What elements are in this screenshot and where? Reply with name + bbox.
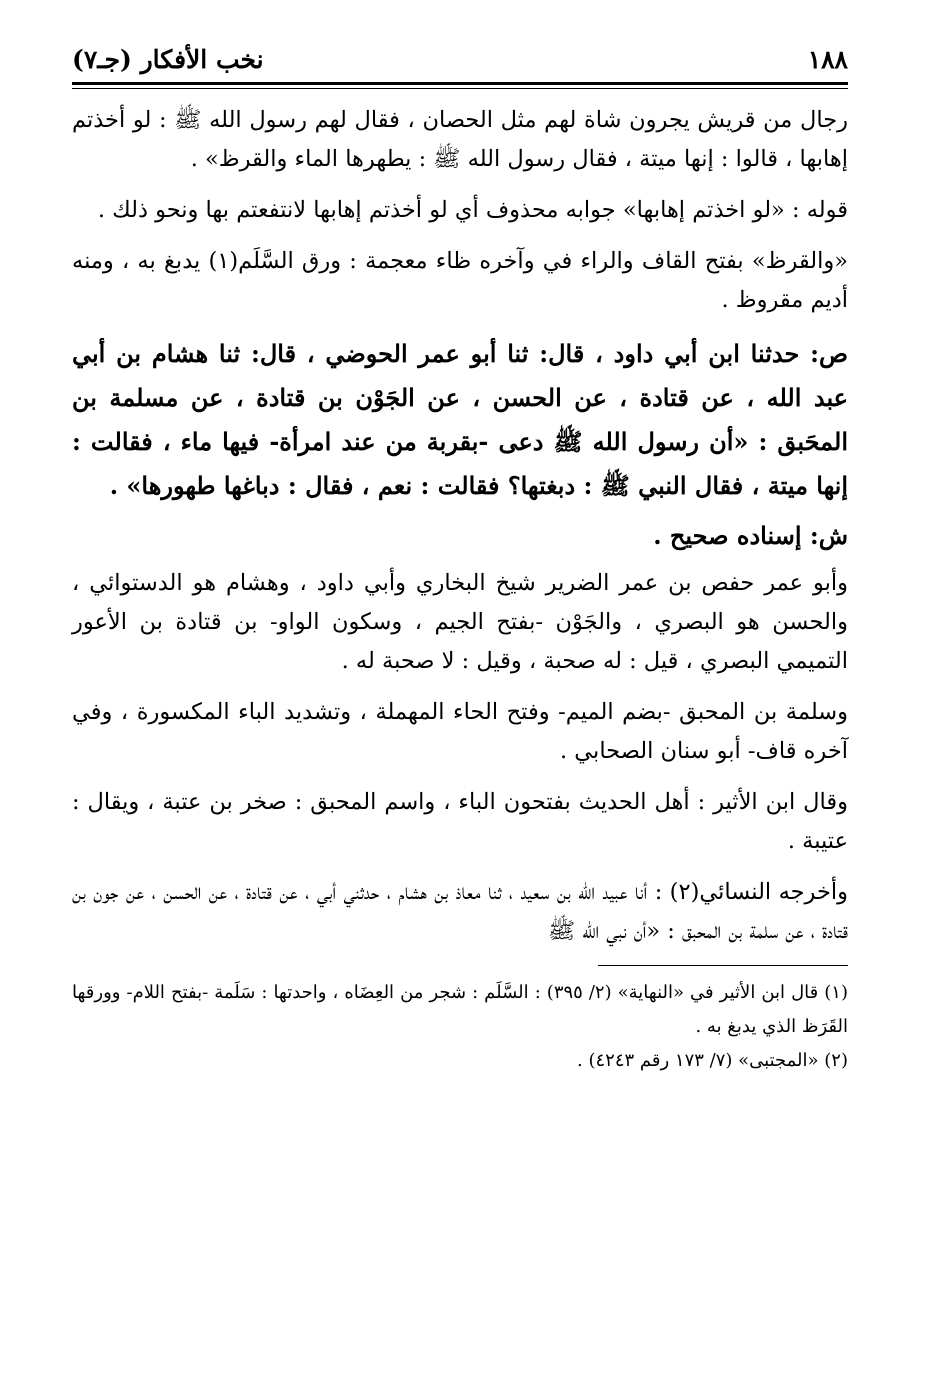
header-rule [72, 82, 848, 85]
paragraph: وأخرجه النسائي(٢) : أنا عبيد الله بن سعيد ، ثنا معاذ بن هشام ، حدثني أبي ، عن قتادة ، عن الحسن ، عن جون بن قتادة ، عن سلمة بن المحبق : «أن نبي الله ﷺ [72, 879, 848, 944]
paragraph: وسلمة بن المحبق -بضم الميم- وفتح الحاء المهملة ، وتشديد الباء المكسورة ، وفي آخره قاف- أبو سنان الصحابي . [72, 699, 848, 764]
commentary-heading: ش: إسناده صحيح . [653, 521, 848, 550]
footnote: (٢) «المجتبى» (٧/ ١٧٣ رقم ٤٢٤٣) . [577, 1050, 848, 1071]
page-header [72, 38, 848, 80]
paragraph: رجال من قريش يجرون شاة لهم مثل الحصان ، فقال لهم رسول الله ﷺ : لو أخذتم إهابها ، قالوا : إنها ميتة ، فقال رسول الله ﷺ : يطهرها الماء والقرظ» . [72, 107, 848, 172]
hadith-text: ص: حدثنا ابن أبي داود ، قال: ثنا أبو عمر الحوضي ، قال: ثنا هشام بن أبي عبد الله ، عن قتادة ، عن الحسن ، عن الجَوْن بن قتادة ، عن مسلمة بن المحَبق : «أن رسول الله ﷺ دعى -بقربة من عند امرأة- فيها ماء ، فقالت : إنها ميتة ، فقال النبي ﷺ : دبغتها؟ فقالت : نعم ، فقال : دباغها طهورها» . [72, 339, 848, 500]
paragraph: «والقرظ» بفتح القاف والراء في وآخره ظاء معجمة : ورق السَّلَم(١) يدبغ به ، ومنه أديم مقروظ . [72, 248, 849, 313]
paragraph: وأبو عمر حفص بن عمر الضرير شيخ البخاري وأبي داود ، وهشام هو الدستوائي ، والحسن هو البصري ، والجَوْن -بفتح الجيم ، وسكون الواو- بن قتادة بن الأعور التميمي البصري ، قيل : له صحبة ، وقيل : لا صحبة له . [72, 570, 848, 674]
book-title: نخب الأفكار (جـ٧) [72, 45, 264, 74]
page-body [72, 101, 848, 951]
footnote-rule [598, 965, 848, 966]
footnote: (١) قال ابن الأثير في «النهاية» (٢/ ٣٩٥) : السَّلَم : شجر من العِضَاه ، واحدتها : سَلَمة -بفتح اللام- وورقها القَرَظ الذي يدبغ به . [72, 982, 848, 1037]
page-number: ١٨٨ [807, 45, 848, 74]
header-rule-thin [72, 88, 848, 89]
book-page [72, 38, 848, 1078]
footnotes [72, 976, 848, 1078]
paragraph: وقال ابن الأثير : أهل الحديث بفتحون الباء ، واسم المحبق : صخر بن عتبة ، ويقال : عتيبة . [72, 789, 848, 854]
paragraph: قوله : «لو اخذتم إهابها» جوابه محذوف أي لو أخذتم إهابها لانتفعتم بها ونحو ذلك . [97, 197, 848, 223]
